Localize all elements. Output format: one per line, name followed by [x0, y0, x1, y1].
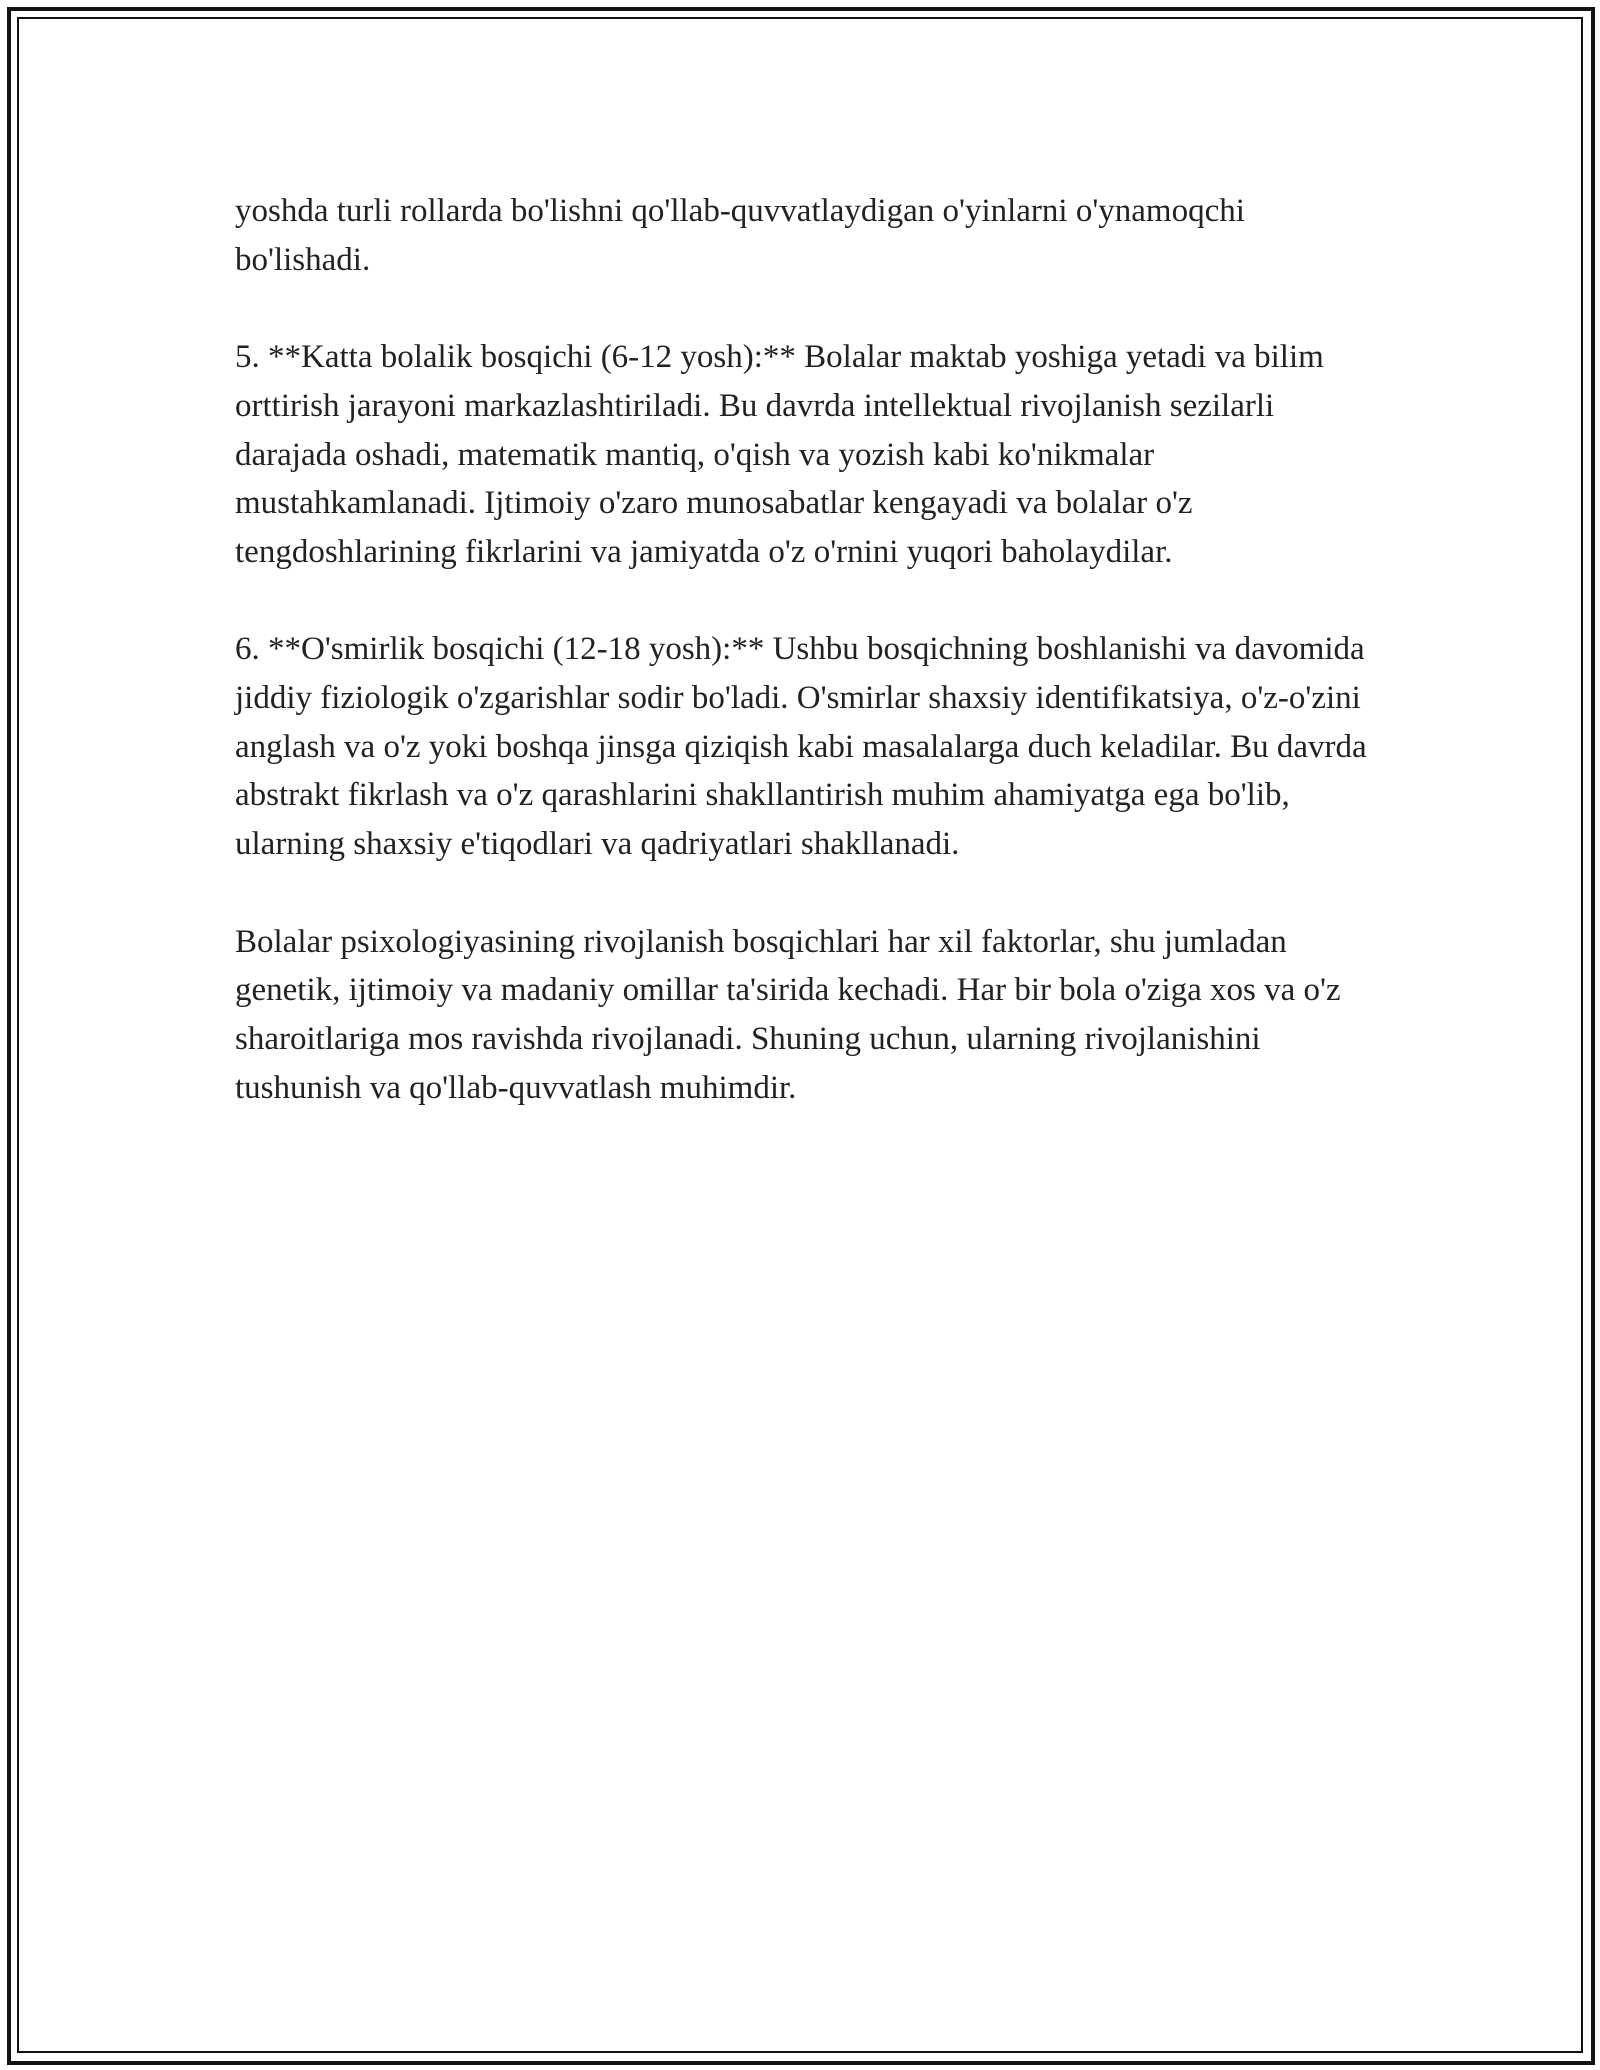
document-body — [235, 187, 1385, 1161]
paragraph-stage-5: 5. **Katta bolalik bosqichi (6-12 yosh):** Bolalar maktab yoshiga yetadi va bilim orttirish jarayoni markazlashtiriladi. Bu davrda intellektual rivojlanish sezilarli darajada oshadi, matematik mantiq, o'qish va yozish kabi ko'nikmalar mustahkamlanadi. Ijtimoiy o'zaro munosabatlar kengayadi va bolalar o'z tengdoshlarining fikrlarini va jamiyatda o'z o'rnini yuqori baholaydilar. — [235, 339, 1324, 570]
paragraph-conclusion: Bolalar psixologiyasining rivojlanish bosqichlari har xil faktorlar, shu jumladan genetik, ijtimoiy va madaniy omillar ta'sirida kechadi. Har bir bola o'ziga xos va o'z sharoitlariga mos ravishda rivojlanadi. Shuning uchun, ularning rivojlanishini tushunish va qo'llab-quvvatlash muhimdir. — [235, 923, 1341, 1106]
paragraph-continuation: yoshda turli rollarda bo'lishni qo'llab-quvvatlaydigan o'yinlarni o'ynamoqchi bo'lishadi. — [235, 193, 1245, 278]
paragraph-stage-6: 6. **O'smirlik bosqichi (12-18 yosh):** Ushbu bosqichning boshlanishi va davomida jiddiy fiziologik o'zgarishlar sodir bo'ladi. O'smirlar shaxsiy identifikatsiya, o'z-o'zini anglash va o'z yoki boshqa jinsga qiziqish kabi masalalarga duch keladilar. Bu davrda abstrakt fikrlash va o'z qarashlarini shakllantirish muhim ahamiyatga ega bo'lib, ularning shaxsiy e'tiqodlari va qadriyatlari shakllanadi. — [235, 631, 1367, 863]
